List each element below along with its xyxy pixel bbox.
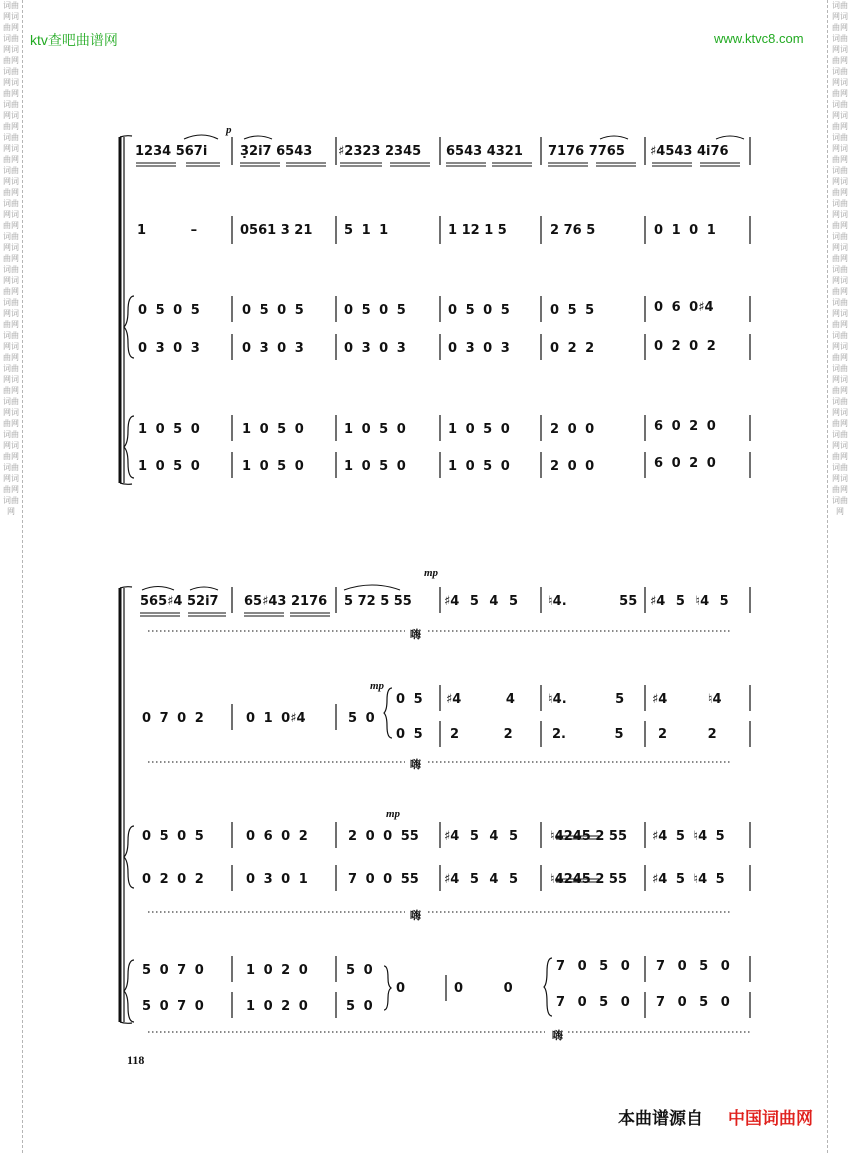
s1-r4-m4: 0 3 0 3 bbox=[448, 341, 510, 356]
s2-r2-upper-m2: ♯4 4 bbox=[446, 692, 515, 707]
s2-r1-m2: 65♯43 2176 bbox=[244, 594, 328, 609]
s1-r6-m1: 1 0 5 0 bbox=[138, 459, 200, 474]
s1-r3-m2: 0 5 0 5 bbox=[242, 303, 304, 318]
s2-r1-m4: ♯4 5 4 5 bbox=[444, 594, 519, 609]
s2-r1-m3: 5 72 5 55 bbox=[344, 594, 412, 609]
s1-r2-m1: 1 – bbox=[137, 223, 198, 238]
s2-r4-m4: ♯4 5 4 5 bbox=[444, 872, 519, 887]
s2-r1-m5: ♮4. 55 bbox=[548, 594, 638, 609]
s2-r4-m2: 0 3 0 1 bbox=[246, 872, 308, 887]
s2-r5-m2: 1 0 2 0 bbox=[246, 963, 308, 978]
s2-r1-m1: 565♯4 52i7 bbox=[140, 594, 219, 609]
s2-r6-m2: 1 0 2 0 bbox=[246, 999, 308, 1014]
s2-r1-m6: ♯4 5 ♮4 5 bbox=[650, 594, 729, 609]
s1-r3-m5: 0 5 5 bbox=[550, 303, 595, 318]
s1-r3-m4: 0 5 0 5 bbox=[448, 303, 510, 318]
s2-r3-m3: 2 0 0 55 bbox=[348, 829, 419, 844]
s1-r1-m6: ♯4543 4i76 bbox=[650, 144, 729, 159]
s1-r4-m6: 0 2 0 2 bbox=[654, 339, 716, 354]
s2-r3-m4: ♯4 5 4 5 bbox=[444, 829, 519, 844]
footer-source-label: 本曲谱源自 bbox=[618, 1109, 703, 1128]
s1-r4-m5: 0 2 2 bbox=[550, 341, 595, 356]
s2-r5-rest-1: 0 bbox=[396, 981, 406, 996]
s2-r4-m6: ♯4 5 ♮4 5 bbox=[652, 872, 725, 887]
lyric-hai-1: 嗨 bbox=[410, 629, 421, 641]
s2-r2-m1: 0 7 0 2 bbox=[142, 711, 204, 726]
s1-r5-m4: 1 0 5 0 bbox=[448, 422, 510, 437]
s1-r2-m4: 1 12 1 5 bbox=[448, 223, 507, 238]
s1-r1-m5: 7176 7765 bbox=[548, 144, 625, 159]
s1-r6-m3: 1 0 5 0 bbox=[344, 459, 406, 474]
s2-r4-m3: 7 0 0 55 bbox=[348, 872, 419, 887]
s2-r2-upper-m4: ♯4 ♮4 bbox=[652, 692, 722, 707]
site-url[interactable]: www.ktvc8.com bbox=[714, 31, 804, 46]
s1-r2-m6: 0 1 0 1 bbox=[654, 223, 716, 238]
s2-r6-m1: 5 0 7 0 bbox=[142, 999, 204, 1014]
lyric-hai-3: 嗨 bbox=[410, 910, 421, 922]
s1-r5-m6: 6 0 2 0 bbox=[654, 419, 716, 434]
s2-r3-m6: ♯4 5 ♮4 5 bbox=[652, 829, 725, 844]
s1-r5-m5: 2 0 0 bbox=[550, 422, 595, 437]
s2-r4-m5: ♮4245 2 55 bbox=[550, 872, 628, 887]
s2-r6-m3: 5 0 bbox=[346, 999, 373, 1014]
s2-r2-lower-m2: 2 2 bbox=[450, 727, 513, 742]
s1-r5-m2: 1 0 5 0 bbox=[242, 422, 304, 437]
s2-r3-m5: ♮4245 2 55 bbox=[550, 829, 628, 844]
left-watermark: 词曲网词曲网词曲网词曲网词曲网词曲网词曲网词曲网词曲网词曲网词曲网词曲网词曲网词曲网词曲网词曲网词曲网词曲网词曲网词曲网词曲网词曲网词曲网词曲网词曲网词曲网词曲网词曲网词曲网词曲网词曲网 bbox=[3, 1, 19, 516]
s2-r5-m3: 5 0 bbox=[346, 963, 373, 978]
s2-r5-m1: 5 0 7 0 bbox=[142, 963, 204, 978]
s1-r2-m3: 5 1 1 bbox=[344, 223, 389, 238]
s1-r3-m3: 0 5 0 5 bbox=[344, 303, 406, 318]
s1-r6-m6: 6 0 2 0 bbox=[654, 456, 716, 471]
s2-r2-m2: 0 1 0♯4 bbox=[246, 711, 306, 726]
s2-r2-lower-m1: 0 5 bbox=[396, 727, 423, 742]
s1-r5-m3: 1 0 5 0 bbox=[344, 422, 406, 437]
s2-r6-m6: 7 0 5 0 bbox=[656, 995, 730, 1010]
s2-r2-upper-m1: 0 5 bbox=[396, 692, 423, 707]
s1-r6-m5: 2 0 0 bbox=[550, 459, 595, 474]
s1-r3-m1: 0 5 0 5 bbox=[138, 303, 200, 318]
s1-r4-m3: 0 3 0 3 bbox=[344, 341, 406, 356]
s1-r4-m2: 0 3 0 3 bbox=[242, 341, 304, 356]
right-watermark: 词曲网词曲网词曲网词曲网词曲网词曲网词曲网词曲网词曲网词曲网词曲网词曲网词曲网词曲网词曲网词曲网词曲网词曲网词曲网词曲网词曲网词曲网词曲网词曲网词曲网词曲网词曲网词曲网词曲网词曲网词曲网 bbox=[832, 1, 848, 516]
s1-r4-m1: 0 3 0 3 bbox=[138, 341, 200, 356]
s1-r6-m2: 1 0 5 0 bbox=[242, 459, 304, 474]
s2-r2-lower-m3: 2. 5 bbox=[552, 727, 624, 742]
s2-r5-m6: 7 0 5 0 bbox=[656, 959, 730, 974]
lyric-hai-4: 嗨 bbox=[552, 1030, 563, 1042]
s1-r1-m3: ♯2323 2345 bbox=[338, 144, 422, 159]
s1-r1-m2: 3̣2i7 6543 bbox=[240, 144, 313, 159]
dynamic-marking-mp-3: mp bbox=[386, 808, 401, 820]
s1-r1-m1: 1234 567i bbox=[135, 144, 208, 159]
footer-source-site[interactable]: 中国词曲网 bbox=[728, 1109, 813, 1128]
s1-r2-m5: 2 76 5 bbox=[550, 223, 596, 238]
s2-r2-upper-m3: ♮4. 5 bbox=[548, 692, 625, 707]
s2-r5-rest-2: 0 0 bbox=[454, 981, 513, 996]
s2-r3-m1: 0 5 0 5 bbox=[142, 829, 204, 844]
s1-r6-m4: 1 0 5 0 bbox=[448, 459, 510, 474]
s2-r6-m5: 7 0 5 0 bbox=[556, 995, 630, 1010]
site-name[interactable]: ktv查吧曲谱网 bbox=[30, 32, 118, 48]
page-number: 118 bbox=[127, 1053, 145, 1067]
s1-r1-m4: 6543 4321 bbox=[446, 144, 523, 159]
s1-r2-m2: 0561 3 21 bbox=[240, 223, 313, 238]
lyric-hai-2: 嗨 bbox=[410, 759, 421, 771]
dynamic-marking-mp-1: mp bbox=[424, 567, 439, 579]
s2-r2-m3: 5 0 bbox=[348, 711, 375, 726]
s2-r5-m5: 7 0 5 0 bbox=[556, 959, 630, 974]
s1-r5-m1: 1 0 5 0 bbox=[138, 422, 200, 437]
s2-r3-m2: 0 6 0 2 bbox=[246, 829, 308, 844]
dynamic-marking: p bbox=[226, 124, 232, 136]
s2-r4-m1: 0 2 0 2 bbox=[142, 872, 204, 887]
dynamic-marking-mp-2: mp bbox=[370, 680, 385, 692]
s1-r3-m6: 0 6 0♯4 bbox=[654, 300, 714, 315]
s2-r2-lower-m4: 2 2 bbox=[658, 727, 717, 742]
